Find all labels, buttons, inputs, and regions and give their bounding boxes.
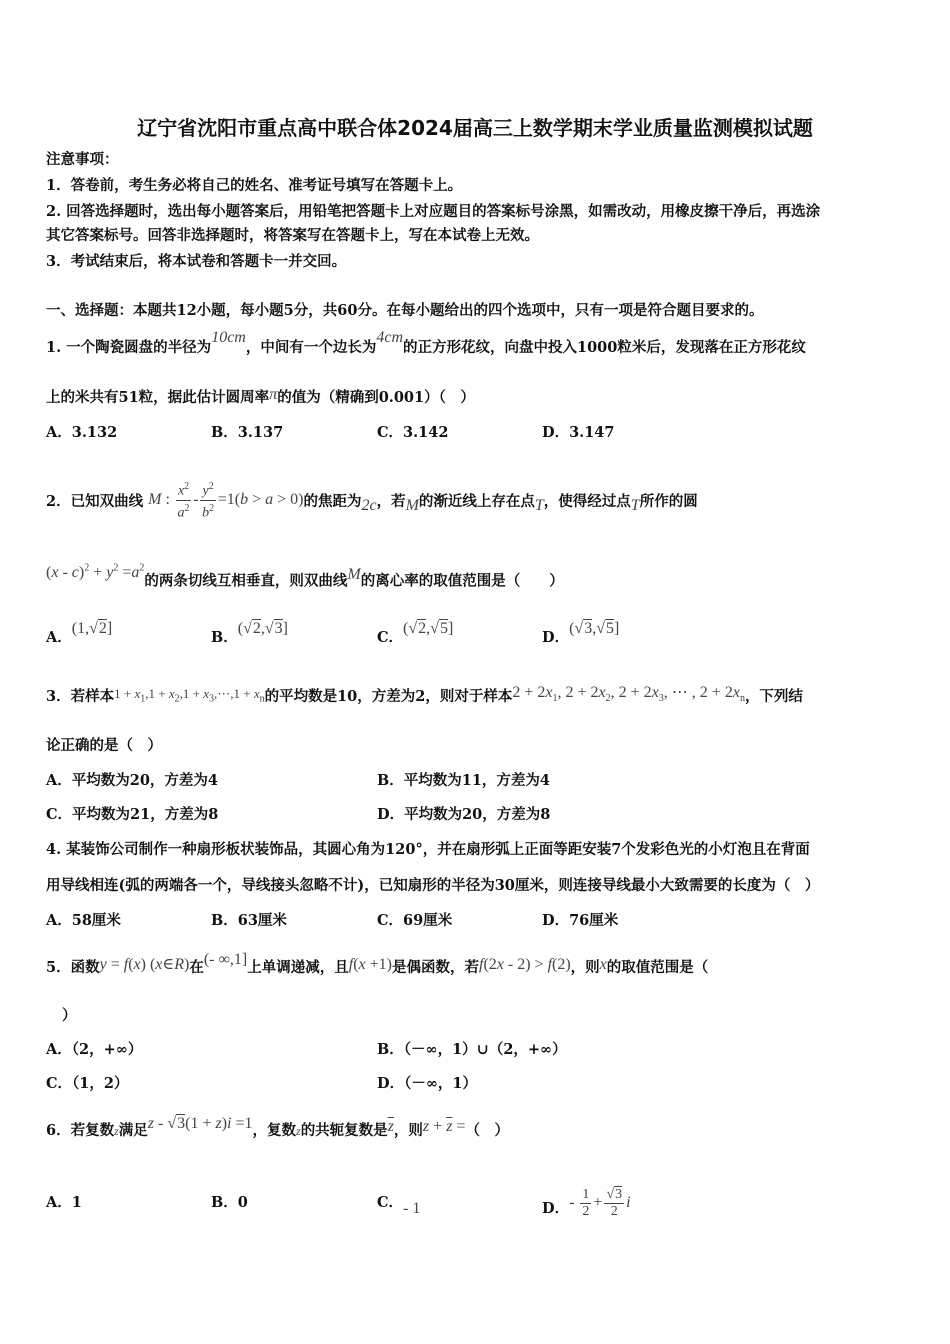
section-heading: 一、选择题：本题共12小题，每小题5分，共60分。在每小题给出的四个选项中，只有一项是符合题目要求的。 bbox=[46, 302, 764, 319]
note-1: 1．答卷前，考生务必将自己的姓名、准考证号填写在答题卡上。 bbox=[46, 177, 463, 194]
q6-option-d-math: - $\frac{1}{2}$ + $\frac{√3}{2}$ i bbox=[569, 1187, 631, 1219]
q4-option-c[interactable]: C．69厘米 bbox=[377, 912, 453, 929]
q2-option-a[interactable]: A．(1,√2] bbox=[46, 620, 113, 646]
q2-option-c-math: (√2,√5] bbox=[403, 620, 454, 637]
hyperbola-equation: M : $\frac{x^2}{a^2}$ - $\frac{y^2}{b^2}$ =1(b > a > 0) bbox=[148, 481, 304, 521]
q5-option-b[interactable]: B．（－∞，1）∪（2，+∞） bbox=[377, 1041, 567, 1058]
q1-option-a[interactable]: A．3.132 bbox=[46, 424, 118, 441]
question-5-line1: 5．函数y = f(x) (x∈R)在(- ∞,1]上单调递减，且f(x +1)是偶函数，若f(2x - 2) > f(2)，则x的取值范围是（ bbox=[46, 951, 709, 976]
question-2-line2: $(x - c)^2 + y^2 =a^2$的两条切线互相垂直，则双曲线M的离心率的取值范围是（ ） bbox=[46, 563, 564, 590]
q2-option-d[interactable]: D．(√3,√5] bbox=[542, 620, 620, 646]
sum-expression: $z + \overline{z}$ = bbox=[422, 1118, 466, 1135]
sample-2-expression: $2 + 2x_1$, $2 + 2x_2$, $2 + 2x_3$, ⋯ , $2 + 2x_n$ bbox=[512, 684, 745, 705]
q2-option-c[interactable]: C．(√2,√5] bbox=[377, 620, 454, 646]
question-3-line2: 论正确的是（ ） bbox=[46, 737, 162, 754]
q1-option-c[interactable]: C．3.142 bbox=[377, 424, 449, 441]
q6-option-d[interactable]: D．- $\frac{1}{2}$ + $\frac{√3}{2}$ i bbox=[542, 1187, 631, 1219]
q1-option-b[interactable]: B．3.137 bbox=[211, 424, 284, 441]
q3-option-a[interactable]: A．平均数为20，方差为4 bbox=[46, 772, 219, 789]
q4-option-a[interactable]: A．58厘米 bbox=[46, 912, 121, 929]
note-2b: 其它答案标号。回答非选择题时，将答案写在答题卡上，写在本试卷上无效。 bbox=[46, 227, 539, 244]
page-title: 辽宁省沈阳市重点高中联合体2024届高三上数学期末学业质量监测模拟试题 bbox=[137, 116, 813, 140]
q2-option-b[interactable]: B．(√2,√3] bbox=[211, 620, 288, 646]
shifted-function-expression: f(x +1) bbox=[348, 956, 392, 973]
question-2-line1: 2．已知双曲线 M : $\frac{x^2}{a^2}$ - $\frac{y^2}{b^2}$ =1(b > a > 0)的焦距为2c，若M的渐近线上存在点T，使得经过点T所作的圆 bbox=[46, 481, 698, 521]
q5-option-c[interactable]: C．（1，2） bbox=[46, 1075, 129, 1092]
conjugate-z: $\overline{z}$ bbox=[387, 1118, 394, 1135]
q6-option-b[interactable]: B．0 bbox=[211, 1194, 248, 1211]
q5-option-a[interactable]: A．（2，+∞） bbox=[46, 1041, 143, 1058]
q4-option-d[interactable]: D．76厘米 bbox=[542, 912, 619, 929]
notes-heading: 注意事项： bbox=[46, 151, 119, 168]
question-3-line1: 3．若样本$1 + x_1,1 + x_2,1$ + $x_3,\cdots,1 + x_n$的平均数是10，方差为2，则对于样本$2 + 2x_1$, $2 + 2x_2$, $2 + 2x_3$, ⋯ , $2 + 2x_n$，下列结 bbox=[46, 684, 803, 705]
complex-equation: z - √3(1 + z)i =1 bbox=[147, 1115, 253, 1132]
interval-expression: (- ∞,1] bbox=[203, 951, 248, 968]
q6-option-c-value: - 1 bbox=[403, 1200, 421, 1217]
q5-option-d[interactable]: D．（－∞，1） bbox=[377, 1075, 477, 1092]
q1-option-d[interactable]: D．3.147 bbox=[542, 424, 615, 441]
question-6-line1: 6．若复数z满足z - √3(1 + z)i =1，复数z的共轭复数是$\overline{z}$，则$z + \overline{z}$ =（ ） bbox=[46, 1115, 509, 1139]
sample-1-expression: $1 + x_1,1 + x_2,1$ + $x_3,\cdots,1 + x_n$ bbox=[114, 686, 265, 705]
q4-option-b[interactable]: B．63厘米 bbox=[211, 912, 287, 929]
note-3: 3．考试结束后，将本试卷和答题卡一并交回。 bbox=[46, 253, 347, 270]
q2-option-b-math: (√2,√3] bbox=[237, 620, 288, 637]
q2-option-d-math: (√3,√5] bbox=[569, 620, 620, 637]
q2-option-a-math: (1,√2] bbox=[71, 620, 113, 637]
q3-option-c[interactable]: C．平均数为21，方差为8 bbox=[46, 806, 219, 823]
question-1-line2: 上的米共有51粒，据此估计圆周率π的值为（精确到0.001）（ ） bbox=[46, 386, 475, 406]
inequality-expression: f(2x - 2) > f(2) bbox=[478, 956, 571, 973]
function-expression: y = f(x) (x∈R) bbox=[99, 956, 190, 973]
q3-option-d[interactable]: D．平均数为20，方差为8 bbox=[377, 806, 551, 823]
circle-equation: $(x - c)^2 + y^2 =a^2$ bbox=[46, 563, 145, 582]
question-4-line2: 用导线相连(弧的两端各一个，导线接头忽略不计)，已知扇形的半径为30厘米，则连接导线最小大致需要的长度为（ ） bbox=[46, 877, 820, 894]
question-5-line2: ） bbox=[62, 1007, 77, 1024]
q6-option-c[interactable]: C．- 1 bbox=[377, 1194, 421, 1217]
q3-option-b[interactable]: B．平均数为11，方差为4 bbox=[377, 772, 551, 789]
question-4-line1: 4. 某装饰公司制作一种扇形板状装饰品，其圆心角为120°，并在扇形弧上正面等距安装7个发彩色光的小灯泡且在背面 bbox=[46, 841, 810, 858]
q6-option-a[interactable]: A．1 bbox=[46, 1194, 82, 1211]
note-2a: 2. 回答选择题时，选出每小题答案后，用铅笔把答题卡上对应题目的答案标号涂黑，如需改动，用橡皮擦干净后，再选涂 bbox=[46, 203, 821, 220]
question-1-line1: 1. 一个陶瓷圆盘的半径为10cm，中间有一个边长为4cm的正方形花纹，向盘中投入1000粒米后，发现落在正方形花纹 bbox=[46, 329, 806, 356]
